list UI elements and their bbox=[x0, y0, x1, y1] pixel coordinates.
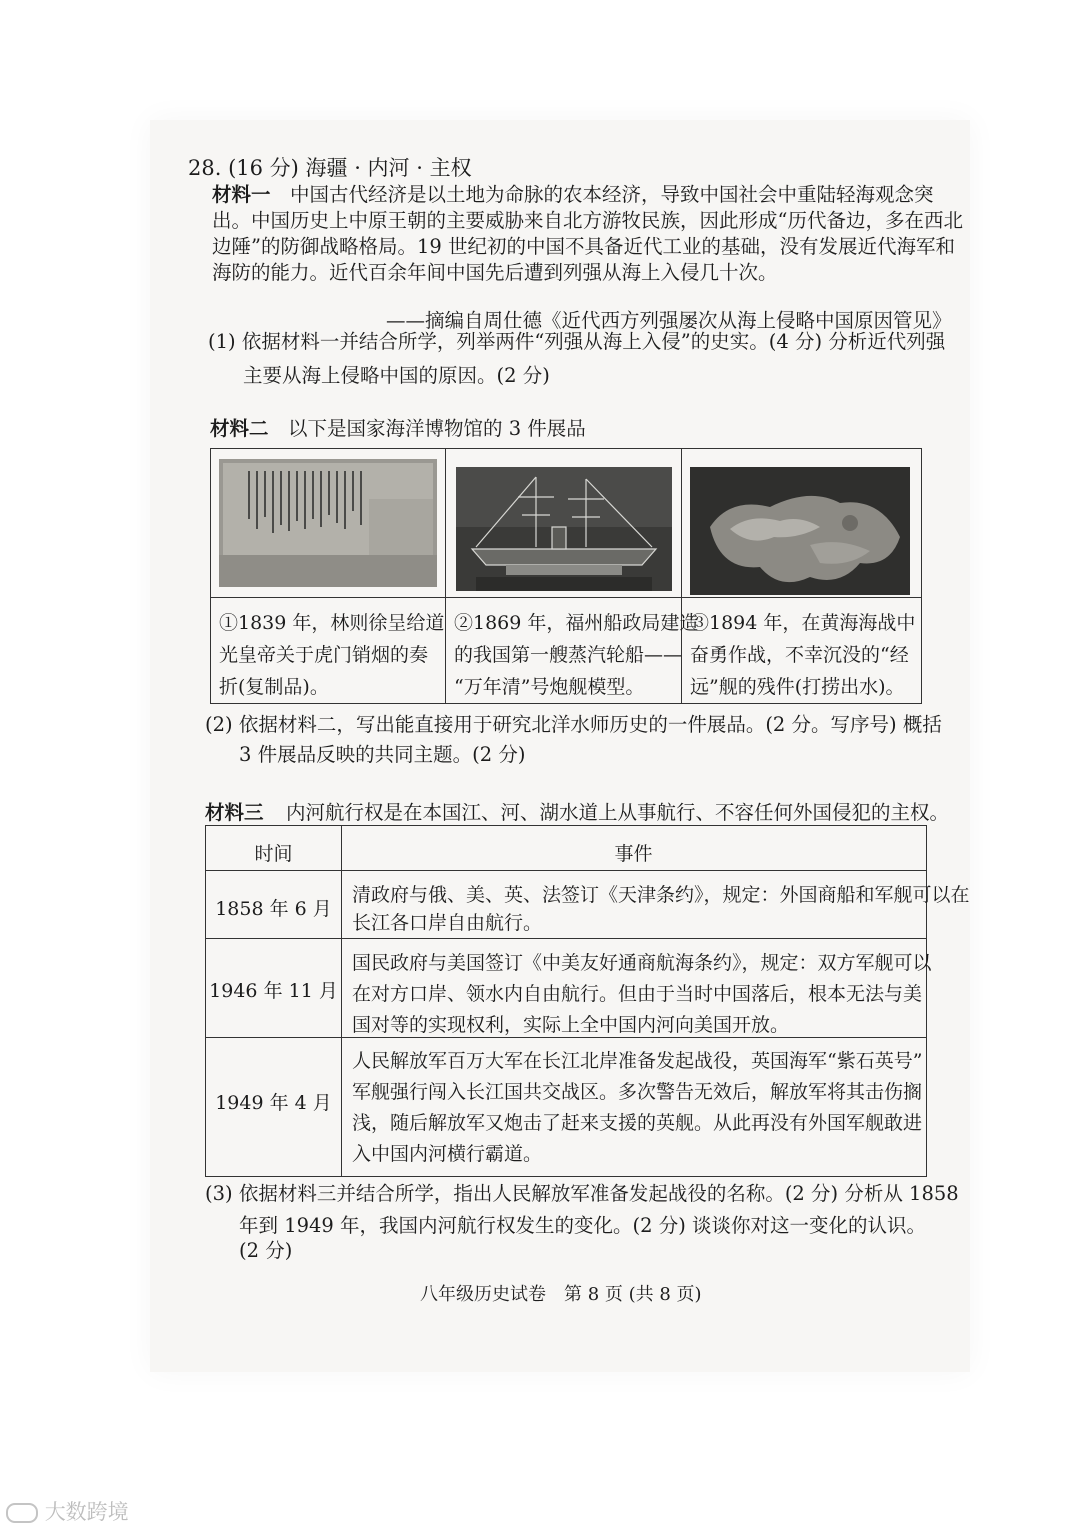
page-footer: 八年级历史试卷 第 8 页 (共 8 页) bbox=[420, 1284, 702, 1305]
event-line: 长江各口岸自由航行。 bbox=[352, 912, 543, 934]
exhibit-1 bbox=[211, 449, 446, 703]
events-column-divider bbox=[341, 826, 342, 1176]
material1-source: ——摘编自周仕德《近代西方列强屡次从海上侵略中国原因管见》 bbox=[386, 309, 952, 332]
exhibit-caption: 远”舰的残件(打捞出水)。 bbox=[690, 676, 905, 698]
material3-label: 材料三 bbox=[205, 801, 264, 824]
exhibit-2 bbox=[446, 449, 699, 703]
material3-text: 内河航行权是在本国江、河、湖水道上从事航行、不容任何外国侵犯的主权。 bbox=[286, 801, 950, 824]
steam-gunboat-model-photo-icon bbox=[456, 467, 672, 591]
events-row-divider bbox=[206, 1037, 926, 1038]
event-time: 1949 年 4 月 bbox=[215, 1092, 332, 1114]
q3-line: (2 分) bbox=[239, 1239, 293, 1262]
q3-line: (3) 依据材料三并结合所学，指出人民解放军准备发起战役的名称。(2 分) 分析从 1858 bbox=[205, 1182, 959, 1205]
shipwreck-relic-photo-icon bbox=[690, 467, 910, 595]
events-header-time: 时间 bbox=[254, 843, 293, 865]
watermark-logo-icon bbox=[6, 1503, 38, 1523]
exhibit-caption: ①1839 年，林则徐呈给道 bbox=[219, 612, 445, 634]
event-line: 浅，随后解放军又炮击了赶来支援的英舰。从此再没有外国军舰敢进 bbox=[352, 1112, 923, 1134]
watermark-text: 大数跨境 bbox=[44, 1500, 129, 1524]
events-row-divider bbox=[206, 938, 926, 939]
q1-line: 主要从海上侵略中国的原因。(2 分) bbox=[243, 364, 550, 387]
material1-line: 中国古代经济是以土地为命脉的农本经济，导致中国社会中重陆轻海观念突 bbox=[290, 183, 934, 206]
event-line: 军舰强行闯入长江国共交战区。多次警告无效后，解放军将其击伤搁 bbox=[352, 1081, 923, 1103]
events-table bbox=[205, 825, 970, 1177]
watermark bbox=[6, 1496, 129, 1526]
q2-line: 3 件展品反映的共同主题。(2 分) bbox=[239, 743, 526, 766]
exhibit-caption: 奋勇作战，不幸沉没的“经 bbox=[690, 644, 909, 666]
exhibit-caption: “万年清”号炮舰模型。 bbox=[454, 676, 645, 698]
q3-line: 年到 1949 年，我国内河航行权发生的变化。(2 分) 谈谈你对这一变化的认识。 bbox=[239, 1214, 927, 1237]
material2-label: 材料二 bbox=[210, 417, 269, 440]
exhibit-caption: 的我国第一艘蒸汽轮船—— bbox=[454, 644, 683, 666]
q1-line: (1) 依据材料一并结合所学，列举两件“列强从海上入侵”的史实。(4 分) 分析近代列强 bbox=[208, 330, 946, 353]
event-time: 1858 年 6 月 bbox=[215, 898, 332, 920]
exhibit-caption: ③1894 年，在黄海海战中 bbox=[690, 612, 916, 634]
material2-text: 以下是国家海洋博物馆的 3 件展品 bbox=[288, 417, 586, 440]
event-line: 国对等的实现权利，实际上全中国内河向美国开放。 bbox=[352, 1014, 790, 1036]
event-line: 国民政府与美国签订《中美友好通商航海条约》，规定：双方军舰可以 bbox=[352, 952, 932, 974]
material1-label: 材料一 bbox=[212, 183, 271, 206]
exhibit-caption: 光皇帝关于虎门销烟的奏 bbox=[219, 644, 429, 666]
material1-line: 出。中国历史上中原王朝的主要威胁来自北方游牧民族，因此形成“历代备边，多在西北 bbox=[212, 209, 963, 232]
exhibit-3 bbox=[682, 449, 923, 703]
exhibit-caption: ②1869 年，福州船政局建造 bbox=[454, 612, 699, 634]
memorial-document-photo-icon bbox=[219, 459, 437, 587]
event-line: 入中国内河横行霸道。 bbox=[352, 1143, 543, 1165]
event-line: 人民解放军百万大军在长江北岸准备发起战役，英国海军“紫石英号” bbox=[352, 1050, 923, 1072]
exhibits-table bbox=[210, 448, 922, 704]
material1-line: 海防的能力。近代百余年间中国先后遭到列强从海上入侵几十次。 bbox=[212, 261, 778, 284]
exhibit-caption: 折(复制品)。 bbox=[219, 676, 329, 698]
events-row-divider bbox=[206, 870, 926, 871]
event-line: 清政府与俄、美、英、法签订《天津条约》，规定：外国商船和军舰可以在 bbox=[352, 884, 970, 906]
question-title: 28. (16 分) 海疆 · 内河 · 主权 bbox=[188, 156, 472, 180]
events-header-event: 事件 bbox=[614, 843, 653, 865]
event-line: 在对方口岸、领水内自由航行。但由于当时中国落后，根本无法与美 bbox=[352, 983, 923, 1005]
q2-line: (2) 依据材料二，写出能直接用于研究北洋水师历史的一件展品。(2 分。写序号) 概括 bbox=[205, 713, 942, 736]
material1-line: 边陲”的防御战略格局。19 世纪初的中国不具备近代工业的基础，没有发展近代海军和 bbox=[212, 235, 955, 258]
event-time: 1946 年 11 月 bbox=[209, 980, 338, 1002]
